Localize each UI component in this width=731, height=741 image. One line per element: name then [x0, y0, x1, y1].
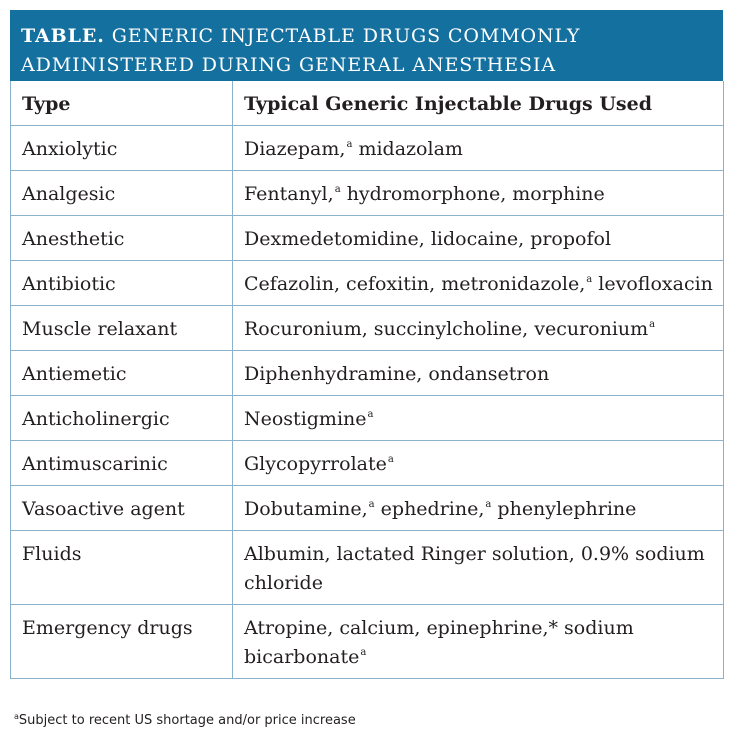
drug-list-cell [233, 171, 724, 216]
drug-text: Dexmedetomidine, lidocaine, propofol [244, 228, 612, 250]
drug-text: Glycopyrrolate [244, 453, 387, 475]
table-row [11, 441, 724, 486]
drug-list-cell [233, 261, 724, 306]
column-header-drugs: Typical Generic Injectable Drugs Used [233, 81, 724, 126]
drug-text: Diazepam, [244, 138, 346, 160]
footnote-marker: a [368, 499, 375, 510]
footnote-marker: a [346, 139, 353, 150]
table-row [11, 261, 724, 306]
table-row [11, 486, 724, 531]
table-label: TABLE. [21, 25, 105, 47]
drug-text: Rocuronium, succinylcholine, vecuronium [244, 318, 649, 340]
drug-type-cell: Antibiotic [11, 261, 233, 306]
drug-list-cell [233, 351, 724, 396]
drug-type-cell: Anxiolytic [11, 126, 233, 171]
drug-type-cell: Anesthetic [11, 216, 233, 261]
drug-type-cell: Analgesic [11, 171, 233, 216]
table-row [11, 396, 724, 441]
table-row [11, 351, 724, 396]
footnote-marker: a [367, 409, 374, 420]
drug-text: Diphenhydramine, ondansetron [244, 363, 550, 385]
drug-type-cell: Muscle relaxant [11, 306, 233, 351]
drug-type-cell: Antimuscarinic [11, 441, 233, 486]
footnote-marker: a [14, 712, 19, 721]
table-title-text: GENERIC INJECTABLE DRUGS COMMONLY ADMINISTERED DURING GENERAL ANESTHESIA [21, 25, 581, 76]
drug-list-cell [233, 486, 724, 531]
drug-type-cell: Emergency drugs [11, 605, 233, 679]
footnote-marker: a [649, 319, 656, 330]
drug-text: phenylephrine [491, 498, 637, 520]
table-row [11, 171, 724, 216]
drug-type-cell: Fluids [11, 531, 233, 605]
drug-text: Dobutamine, [244, 498, 368, 520]
footnote-marker: a [485, 499, 492, 510]
table-row [11, 216, 724, 261]
drug-list-cell [233, 605, 724, 679]
drug-text: Albumin, lactated Ringer solution, 0.9% sodium chloride [244, 543, 705, 594]
drug-type-cell: Antiemetic [11, 351, 233, 396]
table-title [10, 10, 723, 81]
table-header-row [11, 81, 724, 126]
table-row [11, 605, 724, 679]
table-row [11, 306, 724, 351]
drug-type-cell: Anticholinergic [11, 396, 233, 441]
table-body [11, 126, 724, 679]
drug-table [10, 81, 724, 679]
footnote-text: Subject to recent US shortage and/or price increase [18, 713, 356, 728]
drug-list-cell [233, 531, 724, 605]
footnote-marker: a [387, 454, 394, 465]
footnote-marker: a [334, 184, 341, 195]
drug-text: Neostigmine [244, 408, 367, 430]
table-footnote [14, 712, 356, 728]
drug-text: ephedrine, [374, 498, 485, 520]
table-row [11, 126, 724, 171]
table-row [11, 531, 724, 605]
drug-list-cell [233, 441, 724, 486]
footnote-marker: a [360, 647, 367, 658]
drug-type-cell: Vasoactive agent [11, 486, 233, 531]
drug-text: levofloxacin [592, 273, 713, 295]
drug-list-cell [233, 216, 724, 261]
drug-list-cell [233, 396, 724, 441]
drug-table-figure [10, 10, 723, 679]
drug-text: Atropine, calcium, epinephrine,* sodium bicarbonate [244, 617, 634, 668]
drug-list-cell [233, 306, 724, 351]
footnote-marker: a [586, 274, 593, 285]
drug-text: Cefazolin, cefoxitin, metronidazole, [244, 273, 586, 295]
column-header-type: Type [11, 81, 233, 126]
drug-text: hydromorphone, morphine [340, 183, 605, 205]
drug-list-cell [233, 126, 724, 171]
drug-text: Fentanyl, [244, 183, 334, 205]
drug-text: midazolam [352, 138, 463, 160]
